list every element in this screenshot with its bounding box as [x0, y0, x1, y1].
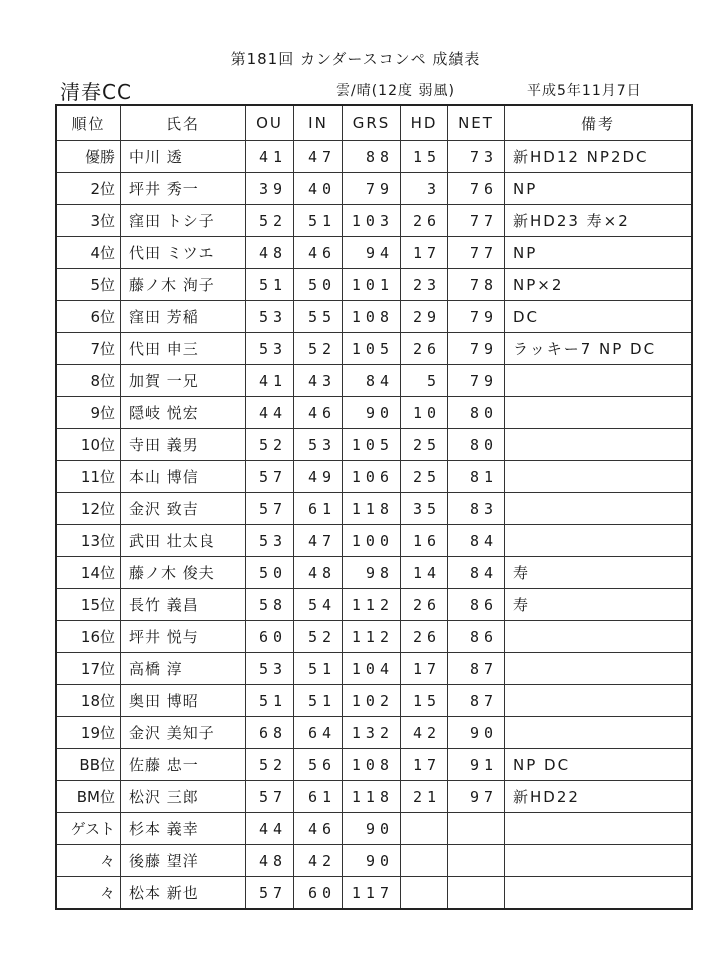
gross-score-cell: 98 — [343, 557, 401, 589]
name-cell: 長竹 義昌 — [121, 589, 246, 621]
rank-cell: 11位 — [56, 461, 121, 493]
table-row — [56, 653, 692, 685]
name-cell: 坪井 秀一 — [121, 173, 246, 205]
out-score-cell: 41 — [246, 141, 294, 173]
net-score-cell: 87 — [448, 653, 505, 685]
table-row — [56, 205, 692, 237]
handicap-cell — [401, 813, 448, 845]
gross-score-cell: 118 — [343, 781, 401, 813]
gross-score-cell: 112 — [343, 621, 401, 653]
handicap-cell: 3 — [401, 173, 448, 205]
in-score-cell: 47 — [294, 525, 343, 557]
gross-score-cell: 112 — [343, 589, 401, 621]
notes-cell — [505, 877, 693, 910]
name-cell: 松沢 三郎 — [121, 781, 246, 813]
header-row — [56, 105, 692, 141]
net-score-cell: 84 — [448, 557, 505, 589]
gross-score-cell: 101 — [343, 269, 401, 301]
notes-cell: NP — [505, 237, 693, 269]
handicap-cell: 15 — [401, 685, 448, 717]
handicap-cell: 26 — [401, 621, 448, 653]
gross-score-cell: 117 — [343, 877, 401, 910]
net-score-cell: 79 — [448, 333, 505, 365]
net-score-cell: 87 — [448, 685, 505, 717]
table-row — [56, 429, 692, 461]
rank-cell: 6位 — [56, 301, 121, 333]
handicap-cell: 26 — [401, 205, 448, 237]
rank-cell: 5位 — [56, 269, 121, 301]
table-row — [56, 365, 692, 397]
name-cell: 後藤 望洋 — [121, 845, 246, 877]
header-handicap: HD — [401, 105, 448, 141]
gross-score-cell: 90 — [343, 845, 401, 877]
header-gross: GRS — [343, 105, 401, 141]
notes-cell — [505, 525, 693, 557]
in-score-cell: 51 — [294, 685, 343, 717]
notes-cell: ラッキー7 NP DC — [505, 333, 693, 365]
name-cell: 中川 透 — [121, 141, 246, 173]
table-row — [56, 333, 692, 365]
gross-score-cell: 90 — [343, 813, 401, 845]
in-score-cell: 40 — [294, 173, 343, 205]
rank-cell: BM位 — [56, 781, 121, 813]
net-score-cell: 73 — [448, 141, 505, 173]
net-score-cell: 79 — [448, 301, 505, 333]
name-cell: 金沢 致吉 — [121, 493, 246, 525]
in-score-cell: 56 — [294, 749, 343, 781]
notes-cell — [505, 365, 693, 397]
table-row — [56, 621, 692, 653]
out-score-cell: 68 — [246, 717, 294, 749]
handicap-cell: 10 — [401, 397, 448, 429]
notes-cell: 新HD22 — [505, 781, 693, 813]
rank-cell: 12位 — [56, 493, 121, 525]
rank-cell: 々 — [56, 845, 121, 877]
notes-cell — [505, 493, 693, 525]
header-net: NET — [448, 105, 505, 141]
out-score-cell: 52 — [246, 429, 294, 461]
handicap-cell: 5 — [401, 365, 448, 397]
notes-cell — [505, 685, 693, 717]
in-score-cell: 43 — [294, 365, 343, 397]
notes-cell — [505, 429, 693, 461]
table-row — [56, 749, 692, 781]
in-score-cell: 60 — [294, 877, 343, 910]
handicap-cell: 17 — [401, 237, 448, 269]
handicap-cell: 25 — [401, 461, 448, 493]
name-cell: 藤ノ木 俊夫 — [121, 557, 246, 589]
name-cell: 窪田 トシ子 — [121, 205, 246, 237]
out-score-cell: 57 — [246, 461, 294, 493]
table-row — [56, 141, 692, 173]
in-score-cell: 48 — [294, 557, 343, 589]
rank-cell: 3位 — [56, 205, 121, 237]
rank-cell: 18位 — [56, 685, 121, 717]
net-score-cell: 86 — [448, 621, 505, 653]
rank-cell: 々 — [56, 877, 121, 910]
handicap-cell: 15 — [401, 141, 448, 173]
gross-score-cell: 100 — [343, 525, 401, 557]
net-score-cell: 90 — [448, 717, 505, 749]
name-cell: 高橋 淳 — [121, 653, 246, 685]
net-score-cell: 76 — [448, 173, 505, 205]
net-score-cell: 78 — [448, 269, 505, 301]
out-score-cell: 57 — [246, 781, 294, 813]
notes-cell: 寿 — [505, 589, 693, 621]
header-notes: 備考 — [505, 105, 693, 141]
gross-score-cell: 90 — [343, 397, 401, 429]
notes-cell: DC — [505, 301, 693, 333]
out-score-cell: 60 — [246, 621, 294, 653]
table-row — [56, 781, 692, 813]
table-row — [56, 685, 692, 717]
in-score-cell: 53 — [294, 429, 343, 461]
header-out: OU — [246, 105, 294, 141]
handicap-cell: 21 — [401, 781, 448, 813]
header-rank: 順位 — [56, 105, 121, 141]
table-row — [56, 461, 692, 493]
results-table — [55, 104, 693, 910]
weather-conditions: 雲/晴(12度 弱風) — [336, 83, 455, 99]
notes-cell: 寿 — [505, 557, 693, 589]
out-score-cell: 53 — [246, 525, 294, 557]
out-score-cell: 57 — [246, 493, 294, 525]
name-cell: 隠岐 悦宏 — [121, 397, 246, 429]
name-cell: 加賀 一兄 — [121, 365, 246, 397]
net-score-cell: 80 — [448, 429, 505, 461]
notes-cell — [505, 845, 693, 877]
in-score-cell: 46 — [294, 237, 343, 269]
rank-cell: 8位 — [56, 365, 121, 397]
net-score-cell: 83 — [448, 493, 505, 525]
name-cell: 坪井 悦与 — [121, 621, 246, 653]
in-score-cell: 64 — [294, 717, 343, 749]
out-score-cell: 52 — [246, 749, 294, 781]
out-score-cell: 57 — [246, 877, 294, 910]
in-score-cell: 54 — [294, 589, 343, 621]
rank-cell: 17位 — [56, 653, 121, 685]
in-score-cell: 46 — [294, 813, 343, 845]
in-score-cell: 49 — [294, 461, 343, 493]
notes-cell: NP DC — [505, 749, 693, 781]
table-row — [56, 269, 692, 301]
rank-cell: 2位 — [56, 173, 121, 205]
out-score-cell: 53 — [246, 333, 294, 365]
event-date: 平成5年11月7日 — [527, 83, 642, 99]
rank-cell: 15位 — [56, 589, 121, 621]
in-score-cell: 47 — [294, 141, 343, 173]
rank-cell: 16位 — [56, 621, 121, 653]
in-score-cell: 61 — [294, 781, 343, 813]
rank-cell: 4位 — [56, 237, 121, 269]
handicap-cell: 16 — [401, 525, 448, 557]
name-cell: 寺田 義男 — [121, 429, 246, 461]
table-row — [56, 173, 692, 205]
handicap-cell: 17 — [401, 653, 448, 685]
out-score-cell: 44 — [246, 397, 294, 429]
out-score-cell: 53 — [246, 653, 294, 685]
out-score-cell: 44 — [246, 813, 294, 845]
rank-cell: 13位 — [56, 525, 121, 557]
table-row — [56, 845, 692, 877]
handicap-cell: 35 — [401, 493, 448, 525]
gross-score-cell: 102 — [343, 685, 401, 717]
handicap-cell: 26 — [401, 589, 448, 621]
gross-score-cell: 108 — [343, 749, 401, 781]
net-score-cell: 81 — [448, 461, 505, 493]
in-score-cell: 52 — [294, 621, 343, 653]
rank-cell: ゲスト — [56, 813, 121, 845]
net-score-cell: 84 — [448, 525, 505, 557]
net-score-cell: 79 — [448, 365, 505, 397]
gross-score-cell: 105 — [343, 333, 401, 365]
rank-cell: 9位 — [56, 397, 121, 429]
notes-cell — [505, 397, 693, 429]
net-score-cell — [448, 877, 505, 910]
net-score-cell — [448, 813, 505, 845]
out-score-cell: 39 — [246, 173, 294, 205]
course-name: 清春CC — [60, 80, 132, 104]
name-cell: 松本 新也 — [121, 877, 246, 910]
table-row — [56, 589, 692, 621]
header-name: 氏名 — [121, 105, 246, 141]
handicap-cell: 26 — [401, 333, 448, 365]
out-score-cell: 48 — [246, 845, 294, 877]
gross-score-cell: 84 — [343, 365, 401, 397]
table-row — [56, 493, 692, 525]
notes-cell: 新HD23 寿×2 — [505, 205, 693, 237]
handicap-cell: 23 — [401, 269, 448, 301]
handicap-cell: 17 — [401, 749, 448, 781]
notes-cell: NP — [505, 173, 693, 205]
out-score-cell: 51 — [246, 269, 294, 301]
in-score-cell: 52 — [294, 333, 343, 365]
gross-score-cell: 108 — [343, 301, 401, 333]
rank-cell: 19位 — [56, 717, 121, 749]
name-cell: 金沢 美知子 — [121, 717, 246, 749]
name-cell: 代田 申三 — [121, 333, 246, 365]
notes-cell — [505, 461, 693, 493]
document-title: 第181回 カンダースコンペ 成績表 — [230, 50, 481, 68]
gross-score-cell: 132 — [343, 717, 401, 749]
in-score-cell: 61 — [294, 493, 343, 525]
table-row — [56, 525, 692, 557]
notes-cell — [505, 653, 693, 685]
gross-score-cell: 105 — [343, 429, 401, 461]
out-score-cell: 51 — [246, 685, 294, 717]
rank-cell: BB位 — [56, 749, 121, 781]
name-cell: 杉本 義幸 — [121, 813, 246, 845]
net-score-cell: 77 — [448, 205, 505, 237]
table-row — [56, 301, 692, 333]
in-score-cell: 55 — [294, 301, 343, 333]
gross-score-cell: 103 — [343, 205, 401, 237]
net-score-cell: 86 — [448, 589, 505, 621]
rank-cell: 優勝 — [56, 141, 121, 173]
table-row — [56, 877, 692, 910]
name-cell: 藤ノ木 洵子 — [121, 269, 246, 301]
handicap-cell: 42 — [401, 717, 448, 749]
notes-cell — [505, 717, 693, 749]
table-row — [56, 237, 692, 269]
net-score-cell: 91 — [448, 749, 505, 781]
name-cell: 窪田 芳稲 — [121, 301, 246, 333]
handicap-cell — [401, 877, 448, 910]
handicap-cell: 25 — [401, 429, 448, 461]
gross-score-cell: 104 — [343, 653, 401, 685]
out-score-cell: 58 — [246, 589, 294, 621]
gross-score-cell: 94 — [343, 237, 401, 269]
handicap-cell: 14 — [401, 557, 448, 589]
notes-cell: 新HD12 NP2DC — [505, 141, 693, 173]
out-score-cell: 41 — [246, 365, 294, 397]
out-score-cell: 48 — [246, 237, 294, 269]
net-score-cell: 80 — [448, 397, 505, 429]
notes-cell: NP×2 — [505, 269, 693, 301]
name-cell: 本山 博信 — [121, 461, 246, 493]
gross-score-cell: 118 — [343, 493, 401, 525]
in-score-cell: 51 — [294, 205, 343, 237]
name-cell: 武田 壮太良 — [121, 525, 246, 557]
net-score-cell — [448, 845, 505, 877]
gross-score-cell: 79 — [343, 173, 401, 205]
header-in: IN — [294, 105, 343, 141]
in-score-cell: 42 — [294, 845, 343, 877]
rank-cell: 14位 — [56, 557, 121, 589]
rank-cell: 10位 — [56, 429, 121, 461]
in-score-cell: 46 — [294, 397, 343, 429]
notes-cell — [505, 621, 693, 653]
name-cell: 代田 ミツエ — [121, 237, 246, 269]
handicap-cell: 29 — [401, 301, 448, 333]
name-cell: 奥田 博昭 — [121, 685, 246, 717]
out-score-cell: 50 — [246, 557, 294, 589]
out-score-cell: 52 — [246, 205, 294, 237]
out-score-cell: 53 — [246, 301, 294, 333]
handicap-cell — [401, 845, 448, 877]
in-score-cell: 50 — [294, 269, 343, 301]
net-score-cell: 97 — [448, 781, 505, 813]
gross-score-cell: 88 — [343, 141, 401, 173]
rank-cell: 7位 — [56, 333, 121, 365]
in-score-cell: 51 — [294, 653, 343, 685]
table-row — [56, 813, 692, 845]
table-row — [56, 397, 692, 429]
table-row — [56, 717, 692, 749]
table-row — [56, 557, 692, 589]
net-score-cell: 77 — [448, 237, 505, 269]
notes-cell — [505, 813, 693, 845]
name-cell: 佐藤 忠一 — [121, 749, 246, 781]
gross-score-cell: 106 — [343, 461, 401, 493]
